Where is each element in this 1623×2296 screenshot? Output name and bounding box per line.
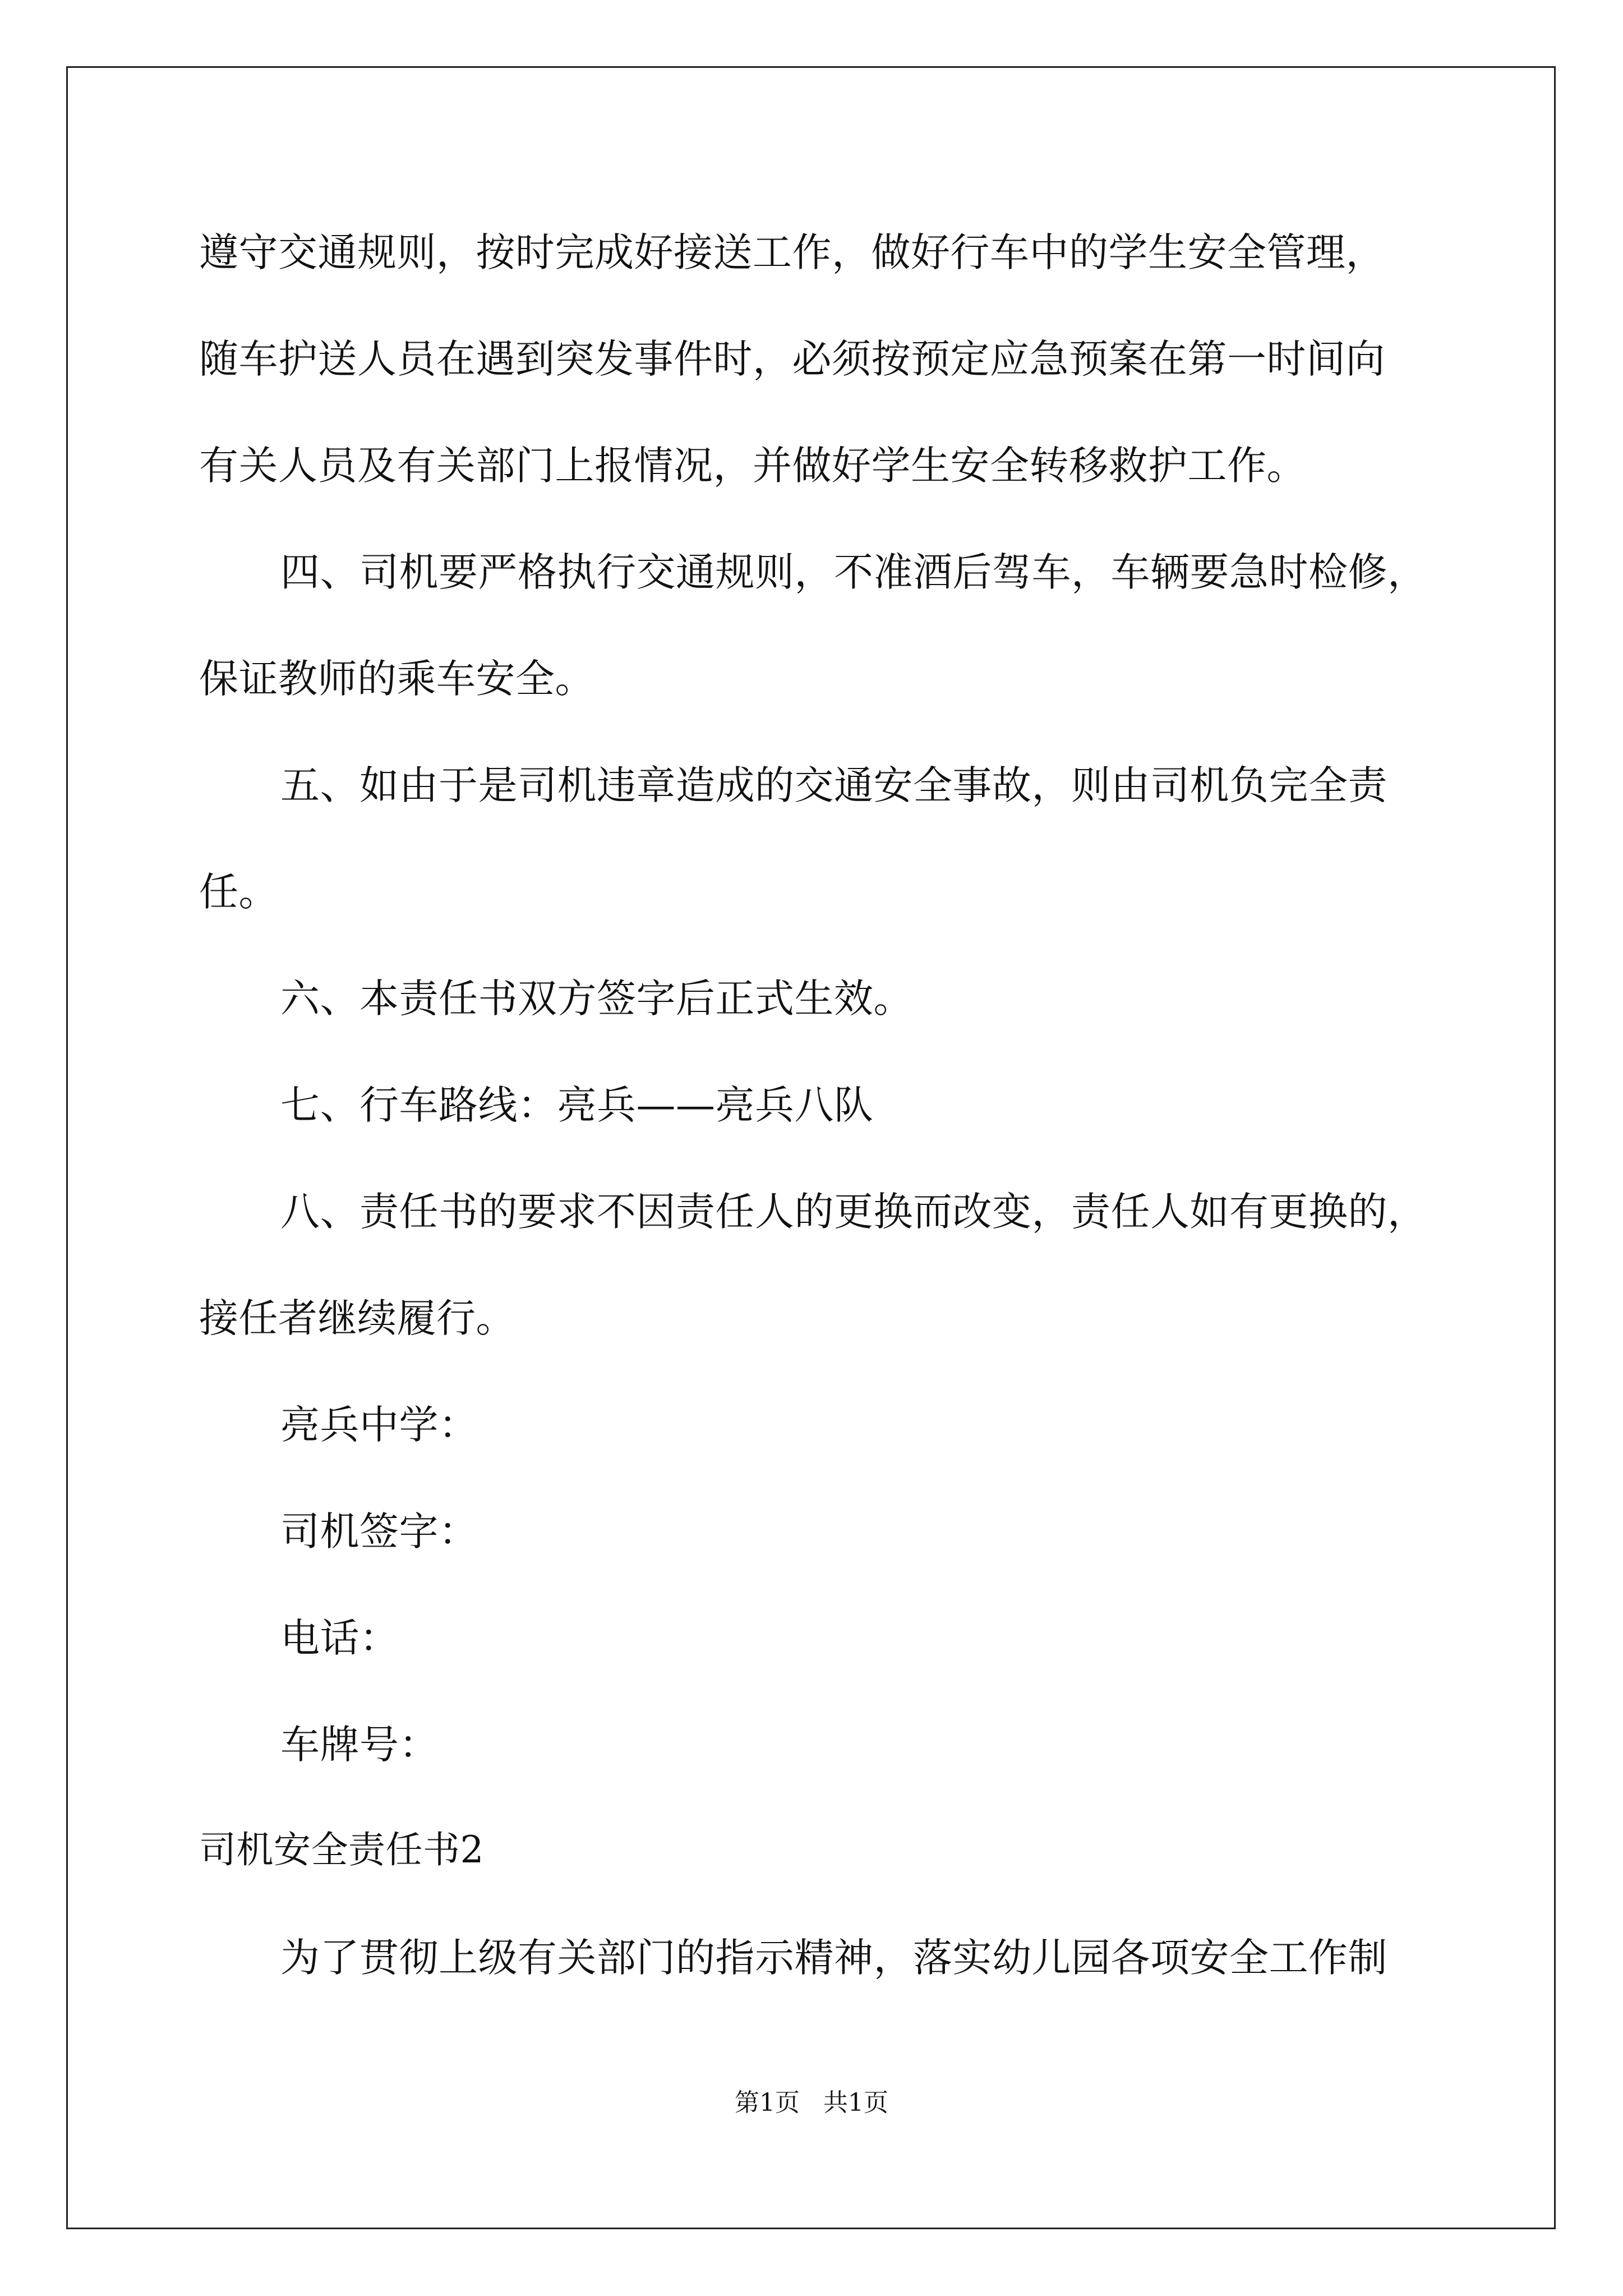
school-signature-field: 亮兵中学： [280,1402,478,1448]
license-plate-field: 车牌号： [280,1722,439,1768]
body-line: 任。 [199,869,278,915]
page-footer: 第1页 共1页 [735,2088,888,2117]
body-line: 接任者继续履行。 [199,1295,515,1341]
body-line: 保证教师的乘车安全。 [199,656,594,702]
clause-eight: 八、责任书的要求不因责任人的更换而改变，责任人如有更换的， [280,1189,1427,1235]
clause-four: 四、司机要严格执行交通规则，不准酒后驾车，车辆要急时检修， [280,549,1427,595]
phone-field: 电话： [280,1615,399,1661]
body-line: 遵守交通规则，按时完成好接送工作，做好行车中的学生安全管理， [199,229,1385,275]
clause-six: 六、本责任书双方签字后正式生效。 [280,976,913,1022]
driver-signature-field: 司机签字： [280,1508,478,1554]
body-line: 有关人员及有关部门上报情况，并做好学生安全转移救护工作。 [199,443,1306,489]
page-frame [66,66,1556,2229]
clause-five: 五、如由于是司机违章造成的交通安全事故，则由司机负完全责 [280,762,1387,808]
section-title: 司机安全责任书2 [199,1828,484,1871]
clause-seven: 七、行车路线：亮兵——亮兵八队 [280,1082,874,1128]
body-line: 随车护送人员在遇到突发事件时，必须按预定应急预案在第一时间向 [199,336,1385,382]
body-line: 为了贯彻上级有关部门的指示精神，落实幼儿园各项安全工作制 [280,1935,1387,1981]
